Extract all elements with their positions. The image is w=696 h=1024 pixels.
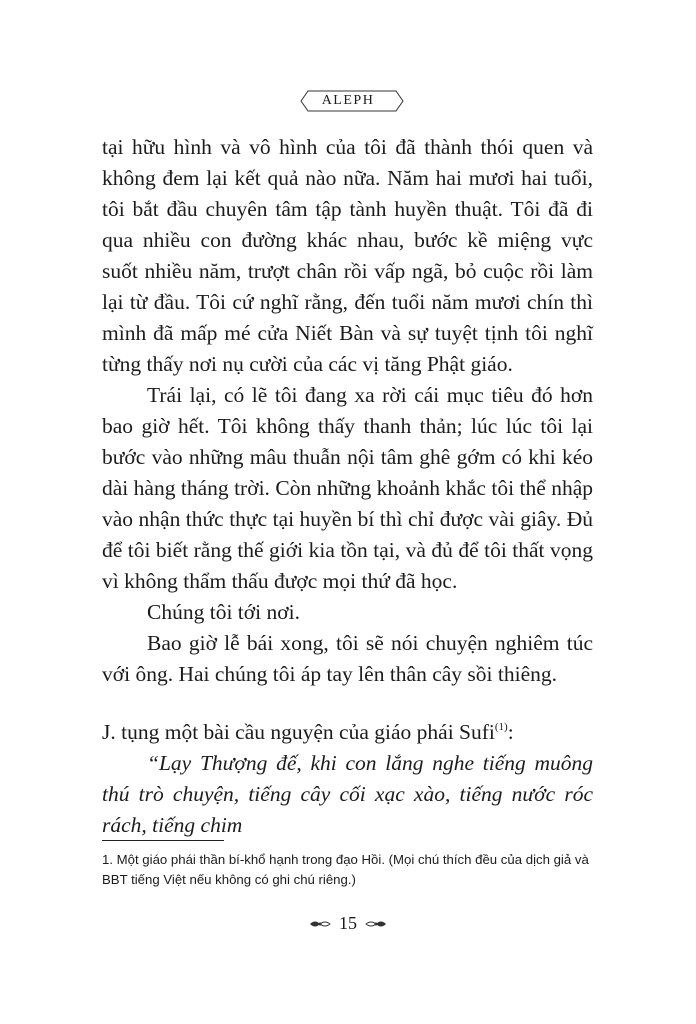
paragraph: Chúng tôi tới nơi. — [147, 600, 300, 624]
ornament-left-icon — [309, 919, 331, 929]
page-number: 15 — [339, 913, 357, 933]
prayer-intro-text: J. tụng một bài cầu nguyện của giáo phái Sufi — [102, 720, 495, 744]
prayer-intro-colon: : — [507, 720, 514, 744]
header-frame — [300, 90, 397, 112]
footnote: 1. Một giáo phái thần bí-khổ hạnh trong đạo Hồi. (Mọi chú thích đều của dịch giả và BBT tiếng Việt nếu không có ghi chú riêng.) — [102, 852, 589, 887]
prayer-intro — [102, 712, 593, 748]
page-footer — [0, 913, 696, 934]
prayer-quote: “Lạy Thượng đế, khi con lắng nghe tiếng muông thú trò chuyện, tiếng cây cối xạc xào, tiếng nước róc rách, tiếng chim — [102, 751, 593, 837]
main-text — [102, 132, 593, 690]
sufi-prayer-section — [102, 712, 593, 841]
book-title: ALEPH — [321, 93, 375, 108]
paragraph: tại hữu hình và vô hình của tôi đã thành thói quen và không đem lại kết quả nào nữa. Năm hai mươi hai tuổi, tôi bắt đầu chuyên tâm tập tành huyền thuật. Tôi đã đi qua nhiều con đường khác nhau, bước kề miệng vực suốt nhiều năm, trượt chân rồi vấp ngã, bỏ cuộc rồi làm lại từ đầu. Tôi cứ nghĩ rằng, đến tuổi năm mươi chín thì mình đã mấp mé cửa Niết Bàn và sự tuyệt tịnh tôi nghĩ từng thấy nơi nụ cười của các vị tăng Phật giáo. — [102, 135, 593, 376]
ornament-right-icon — [365, 919, 387, 929]
running-header — [0, 90, 696, 112]
paragraph: Bao giờ lễ bái xong, tôi sẽ nói chuyện nghiêm túc với ông. Hai chúng tôi áp tay lên thân cây sồi thiêng. — [102, 631, 593, 686]
footnote-marker[interactable]: (1) — [494, 721, 508, 733]
paragraph: Trái lại, có lẽ tôi đang xa rời cái mục tiêu đó hơn bao giờ hết. Tôi không thấy thanh thản; lúc lúc tôi lại bước vào những mâu thuẫn nội tâm ghê gớm có khi kéo dài hàng tháng trời. Còn những khoảnh khắc tôi thể nhập vào nhận thức thực tại huyền bí thì chỉ được vài giây. Đủ để tôi biết rằng thế giới kia tồn tại, và đủ để tôi thất vọng vì không thẩm thấu được mọi thứ đã học. — [102, 383, 593, 593]
footnote-divider — [102, 840, 224, 841]
